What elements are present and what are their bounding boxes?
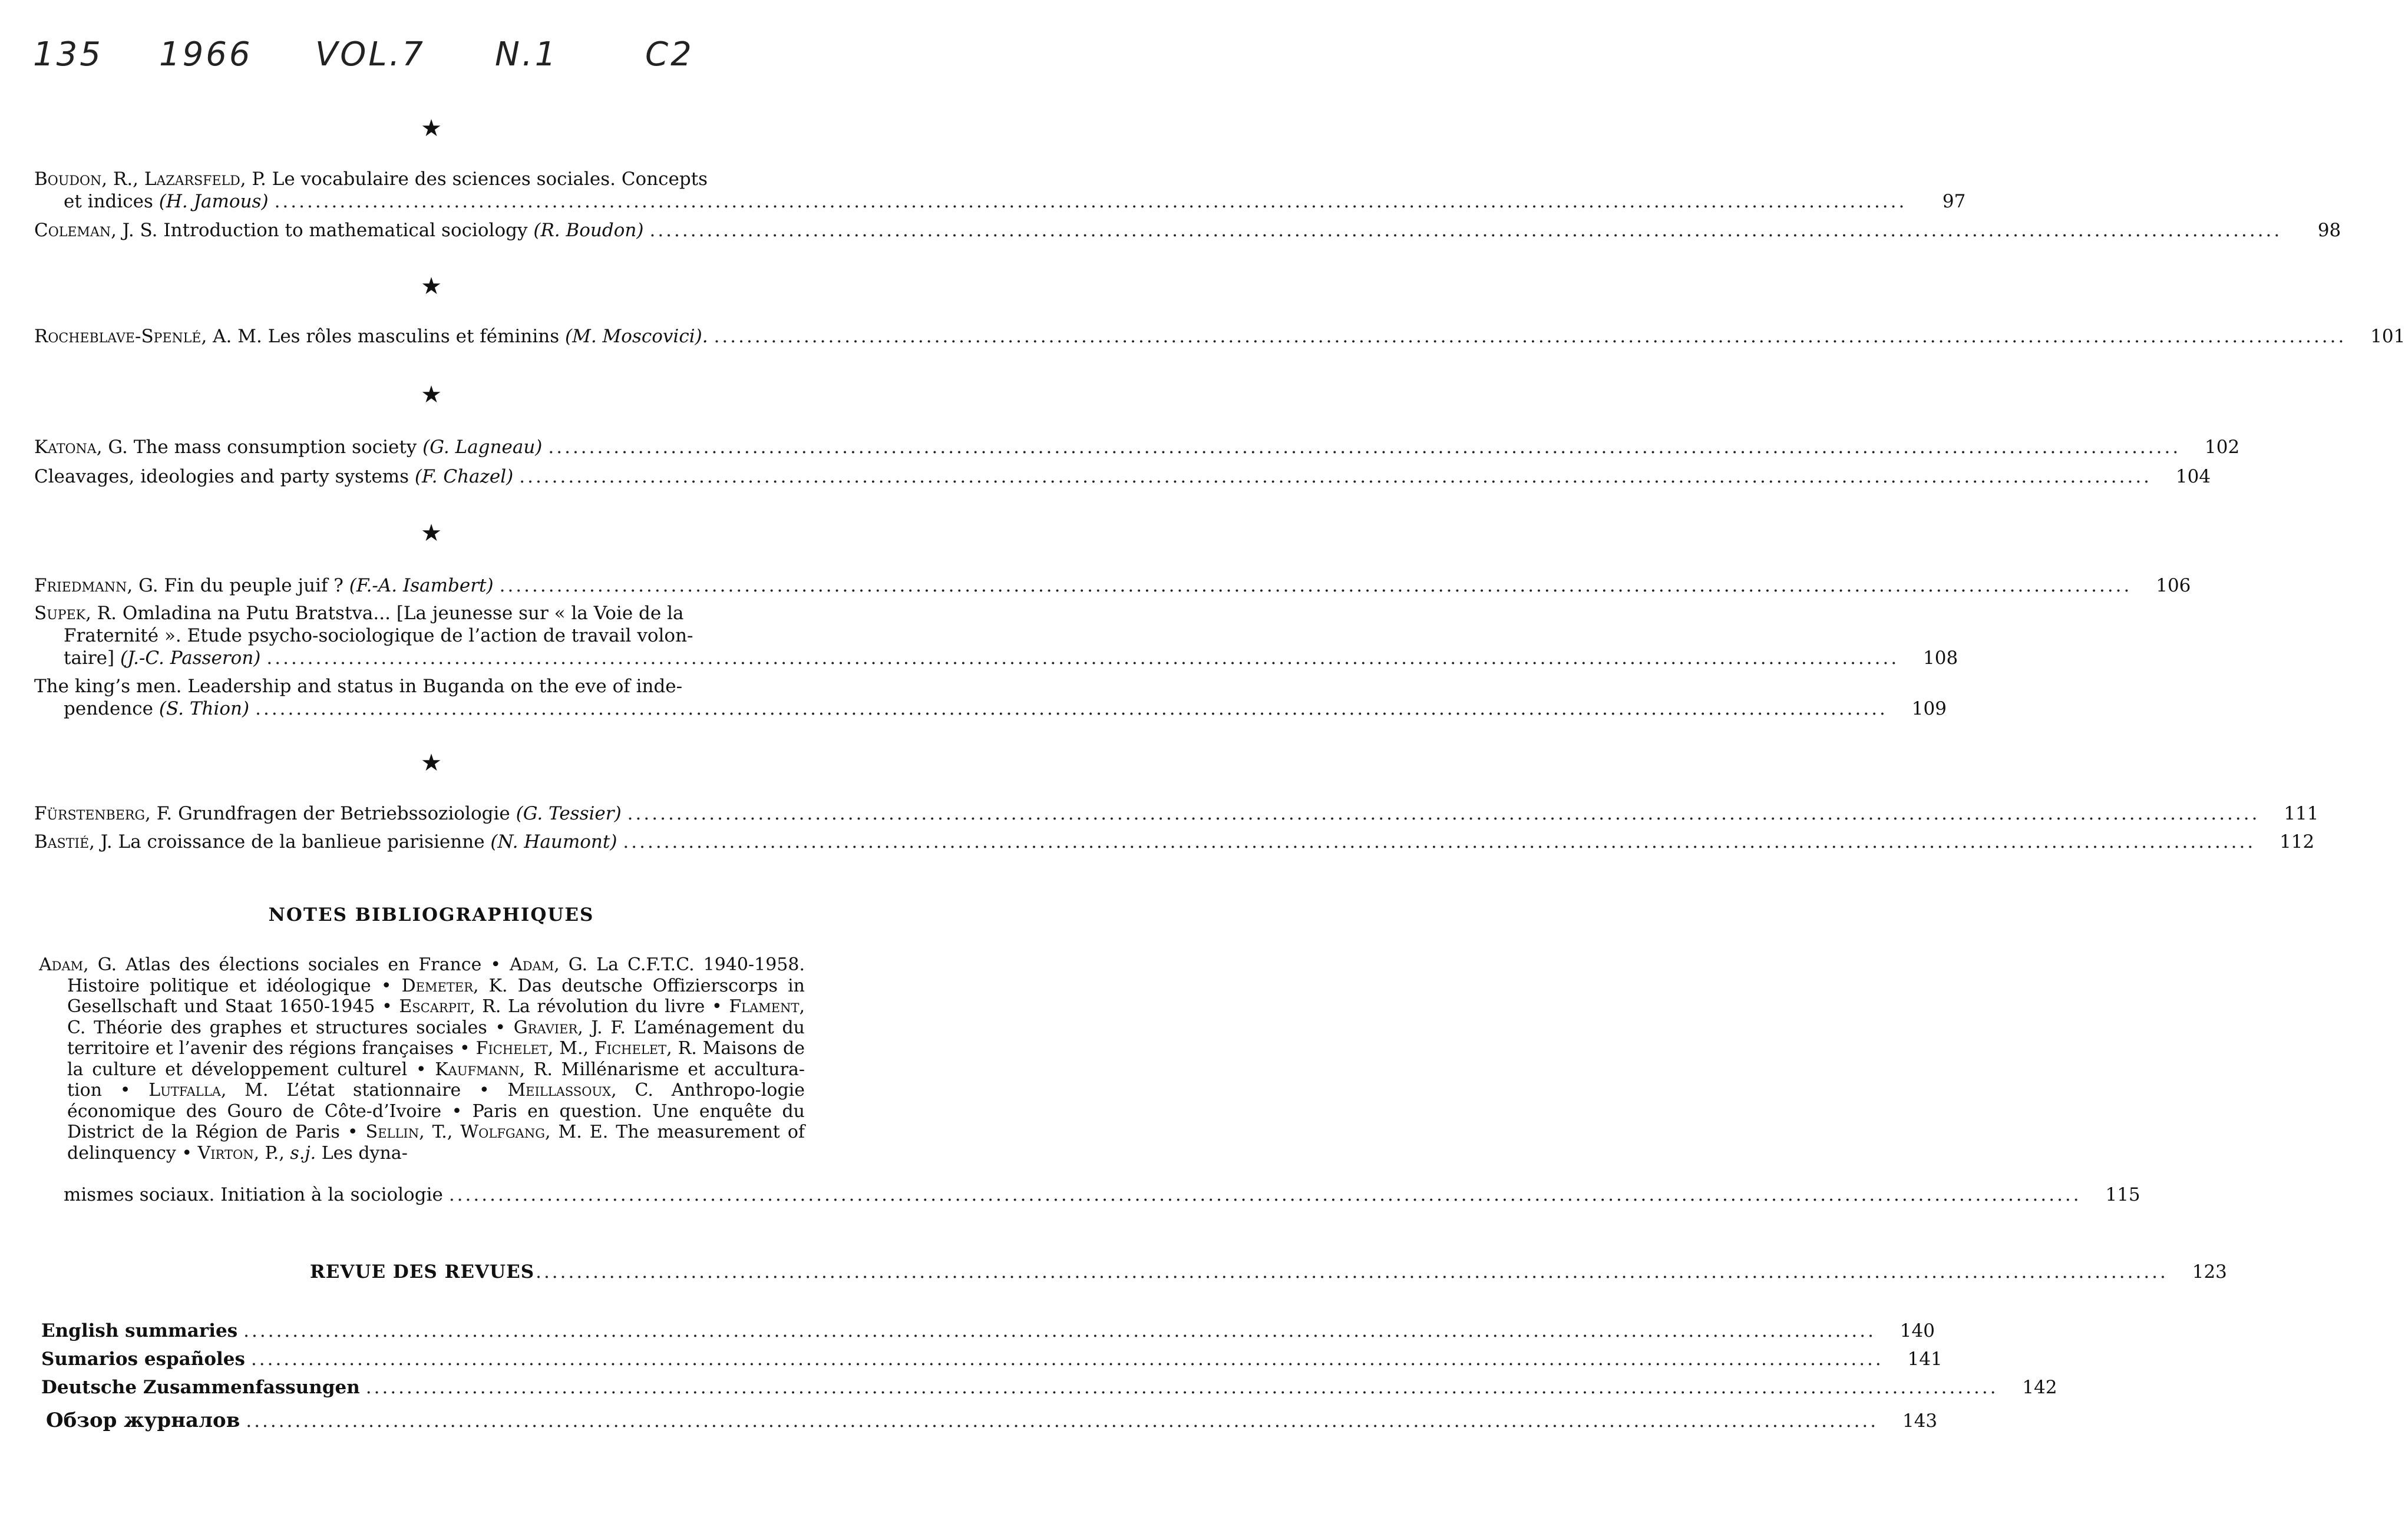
- entry-reviewer: (J.-C. Passeron): [120, 647, 261, 669]
- entry-title: Le vocabulaire des sciences sociales. Concepts: [272, 168, 708, 190]
- leader-dots: ........................................................................................................................................................................................................: [713, 326, 2347, 347]
- toc-entry-continuation: [64, 190, 1966, 213]
- entry-title: La croissance de la banlieue parisienne: [118, 831, 485, 852]
- toc-entry: [34, 465, 2211, 488]
- entry-reviewer: (G. Tessier): [516, 803, 622, 824]
- toc-entry: [34, 574, 2191, 597]
- entry-page: 106: [2156, 575, 2191, 596]
- toc-entry: [34, 802, 2319, 825]
- handwritten-number: 135: [33, 35, 103, 74]
- leader-dots: ........................................................................................................................................................................................................: [519, 466, 2152, 487]
- revue-page: 123: [2192, 1261, 2227, 1283]
- section-star-icon: ★: [421, 749, 442, 776]
- entry-reviewer: (R. Boudon): [533, 220, 644, 241]
- toc-entry-continuation: [64, 624, 830, 647]
- summary-line: [41, 1320, 1935, 1342]
- entry-title-cont: taire]: [64, 647, 115, 669]
- notes-last-text: mismes sociaux. Initiation à la sociologie: [64, 1184, 443, 1205]
- entry-reviewer: (M. Moscovici).: [565, 326, 708, 347]
- toc-entry: [34, 675, 830, 698]
- leader-dots: ........................................................................................................................................................................................................: [246, 1410, 1879, 1432]
- leader-dots: ........................................................................................................................................................................................................: [623, 831, 2256, 852]
- entry-reviewer: (F.-A. Isambert): [349, 575, 494, 596]
- entry-page: 108: [1923, 647, 1958, 669]
- summary-page: 141: [1907, 1349, 1942, 1370]
- section-star-icon: ★: [421, 520, 442, 547]
- summary-line: [41, 1376, 2057, 1399]
- entry-author: Katona, G.: [34, 437, 128, 458]
- revue-line: [34, 1261, 2227, 1283]
- handwritten-issue: N.1: [495, 35, 559, 74]
- toc-entry: [34, 602, 830, 624]
- section-star-icon: ★: [421, 115, 442, 142]
- entry-page: 97: [1942, 191, 1966, 212]
- entry-page: 111: [2284, 803, 2319, 824]
- summary-label: Обзор журналов: [46, 1409, 240, 1432]
- leader-dots: ........................................................................................................................................................................................................: [536, 1261, 2168, 1283]
- entry-title: The king’s men. Leadership and status in Buganda on the eve of inde-: [34, 676, 683, 697]
- toc-entry: [34, 325, 2405, 348]
- toc-entry-continuation: [64, 698, 1947, 720]
- entry-title: Omladina na Putu Bratstva... [La jeunesse sur « la Voie de la: [122, 603, 684, 624]
- entry-author: Boudon, R., Lazarsfeld, P.: [34, 168, 266, 190]
- entry-page: 102: [2205, 437, 2240, 458]
- summary-line: [46, 1409, 1938, 1432]
- leader-dots: ........................................................................................................................................................................................................: [266, 647, 1899, 669]
- entry-page: 109: [1911, 698, 1947, 719]
- notes-paragraph: Adam, G. Atlas des élections sociales en France • Adam, G. La C.F.T.C. 1940-1958. Histoire politique et idéologique • Demeter, K. Das deutsche Offizierscorps in Gesellschaft und Staat 1650-1945 • Escarpit, R. La révolution du livre • Flament, C. Théorie des graphes et structures sociales • Gravier, J. F. L’aménagement du territoire et l’avenir des régions françaises • Fichelet, M., Fichelet, R. Maisons de la culture et développement culturel • Kaufmann, R. Millénarisme et accultura-tion • Lutfalla, M. L’état stationnaire • Meillassoux, C. Anthropo-logie économique des Gouro de Côte-d’Ivoire • Paris en question. Une enquête du District de la Région de Paris • Sellin, T., Wolfgang, M. E. The measurement of delinquency • Virton, P., s.j. Les dyna-: [39, 954, 805, 1164]
- section-heading-notes: NOTES BIBLIOGRAPHIQUES: [268, 904, 594, 926]
- entry-page: 101: [2370, 326, 2405, 347]
- summary-label: English summaries: [41, 1320, 238, 1341]
- leader-dots: ........................................................................................................................................................................................................: [274, 191, 1907, 212]
- summary-page: 140: [1899, 1320, 1935, 1341]
- entry-title: The mass consumption society: [133, 437, 417, 458]
- entry-title-cont: Fraternité ». Etude psycho-sociologique de l’action de travail volon-: [64, 625, 693, 646]
- entry-title-cont: pendence: [64, 698, 154, 719]
- leader-dots: ........................................................................................................................................................................................................: [250, 1349, 1884, 1370]
- summary-line: [41, 1348, 1942, 1370]
- leader-dots: ........................................................................................................................................................................................................: [649, 220, 2282, 241]
- entry-reviewer: (S. Thion): [158, 698, 250, 719]
- handwritten-volume: VOL.7: [315, 35, 426, 74]
- toc-entry: [34, 436, 2240, 458]
- section-star-icon: ★: [421, 273, 442, 300]
- entry-title-cont: et indices: [64, 191, 153, 212]
- entry-page: 112: [2280, 831, 2315, 852]
- summary-label: Sumarios españoles: [41, 1349, 245, 1370]
- toc-entry: [34, 168, 830, 190]
- leader-dots: ........................................................................................................................................................................................................: [243, 1320, 1876, 1341]
- entry-reviewer: (F. Chazel): [414, 466, 514, 487]
- leader-dots: ........................................................................................................................................................................................................: [627, 803, 2260, 824]
- summary-page: 143: [1902, 1410, 1938, 1432]
- entry-page: 98: [2317, 220, 2341, 241]
- entry-title: Fin du peuple juif ?: [164, 575, 343, 596]
- entry-title: Grundfragen der Betriebssoziologie: [178, 803, 510, 824]
- toc-entry-continuation: [64, 647, 1958, 669]
- toc-entry: [34, 831, 2315, 853]
- summary-page: 142: [2022, 1377, 2057, 1398]
- entry-page: 104: [2175, 466, 2211, 487]
- entry-reviewer: (G. Lagneau): [422, 437, 543, 458]
- entry-title: Cleavages, ideologies and party systems: [34, 466, 409, 487]
- leader-dots: ........................................................................................................................................................................................................: [365, 1377, 1998, 1398]
- notes-last-line: [64, 1184, 2140, 1206]
- leader-dots: ........................................................................................................................................................................................................: [499, 575, 2132, 596]
- leader-dots: ........................................................................................................................................................................................................: [548, 437, 2181, 458]
- handwritten-code: C2: [645, 35, 694, 74]
- toc-entry: [34, 219, 2341, 242]
- entry-author: Bastié, J.: [34, 831, 113, 852]
- entry-author: Coleman, J. S.: [34, 220, 158, 241]
- entry-title: Les rôles masculins et féminins: [267, 326, 560, 347]
- leader-dots: ........................................................................................................................................................................................................: [255, 698, 1888, 719]
- leader-dots: ........................................................................................................................................................................................................: [448, 1184, 2082, 1205]
- entry-author: Friedmann, G.: [34, 575, 158, 596]
- summary-label: Deutsche Zusammenfassungen: [41, 1377, 360, 1398]
- revue-heading: REVUE DES REVUES: [310, 1261, 535, 1283]
- entry-reviewer: (H. Jamous): [158, 191, 269, 212]
- entry-reviewer: (N. Haumont): [490, 831, 617, 852]
- handwritten-year: 1966: [159, 35, 253, 74]
- entry-title: Introduction to mathematical sociology: [163, 220, 528, 241]
- entry-author: Supek, R.: [34, 603, 117, 624]
- notes-body: [39, 954, 805, 1164]
- section-star-icon: ★: [421, 381, 442, 408]
- entry-author: Fürstenberg, F.: [34, 803, 173, 824]
- entry-author: Rocheblave-Spenlé, A. M.: [34, 326, 262, 347]
- notes-page: 115: [2105, 1184, 2140, 1205]
